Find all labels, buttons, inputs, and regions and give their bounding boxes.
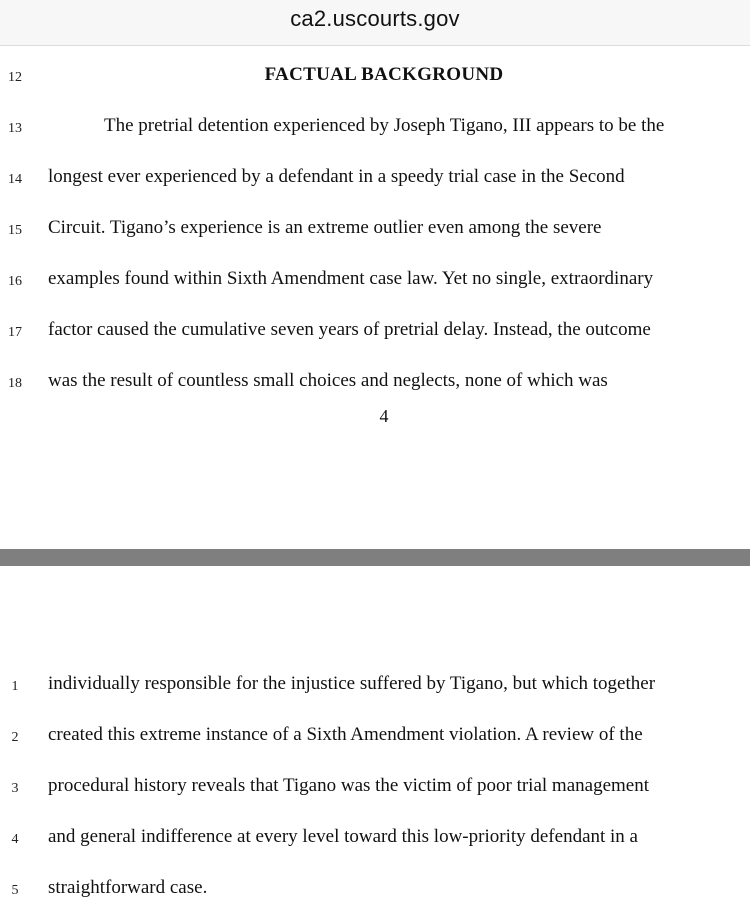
text-line [0, 217, 750, 247]
line-number: 4 [11, 832, 19, 847]
text-line [0, 370, 750, 400]
line-text: created this extreme instance of a Sixth Amendment violation. A review of the [48, 724, 643, 745]
text-line [0, 268, 750, 298]
browser-address-bar[interactable] [0, 0, 750, 46]
line-number: 15 [8, 223, 22, 238]
heading-line [0, 64, 750, 94]
line-number: 18 [8, 376, 22, 391]
document-page-4 [0, 46, 750, 549]
line-text: Circuit. Tigano’s experience is an extreme outlier even among the severe [48, 217, 602, 238]
line-number: 17 [8, 325, 22, 340]
line-text: examples found within Sixth Amendment case law. Yet no single, extraordinary [48, 268, 654, 289]
line-text: longest ever experienced by a defendant in a speedy trial case in the Second [48, 166, 625, 187]
line-number: 12 [8, 70, 22, 85]
line-number: 5 [11, 883, 19, 898]
line-text: factor caused the cumulative seven years of pretrial delay. Instead, the outcome [48, 319, 651, 340]
line-number: 2 [11, 730, 19, 745]
line-text: procedural history reveals that Tigano was the victim of poor trial management [48, 775, 649, 796]
line-number: 1 [11, 679, 19, 694]
line-text: was the result of countless small choices and neglects, none of which was [48, 370, 608, 391]
section-heading: FACTUAL BACKGROUND [264, 64, 504, 85]
line-number: 16 [8, 274, 22, 289]
line-text: The pretrial detention experienced by Joseph Tigano, III appears to be the [104, 115, 665, 136]
line-number: 14 [8, 172, 22, 187]
line-number: 3 [11, 781, 19, 796]
page-break-divider [0, 549, 750, 566]
text-line [0, 826, 750, 856]
document-page-5 [0, 566, 750, 920]
text-line [0, 877, 750, 907]
line-text: individually responsible for the injustice suffered by Tigano, but which together [48, 673, 656, 694]
line-text: straightforward case. [48, 877, 208, 898]
line-number: 13 [8, 121, 22, 136]
url-text[interactable]: ca2.uscourts.gov [290, 6, 460, 31]
text-line [0, 115, 750, 145]
line-text: and general indifference at every level toward this low-priority defendant in a [48, 826, 638, 847]
text-line [0, 775, 750, 805]
text-line [0, 724, 750, 754]
text-line [0, 319, 750, 349]
page-number: 4 [379, 406, 389, 426]
text-line [0, 166, 750, 196]
text-line [0, 673, 750, 703]
